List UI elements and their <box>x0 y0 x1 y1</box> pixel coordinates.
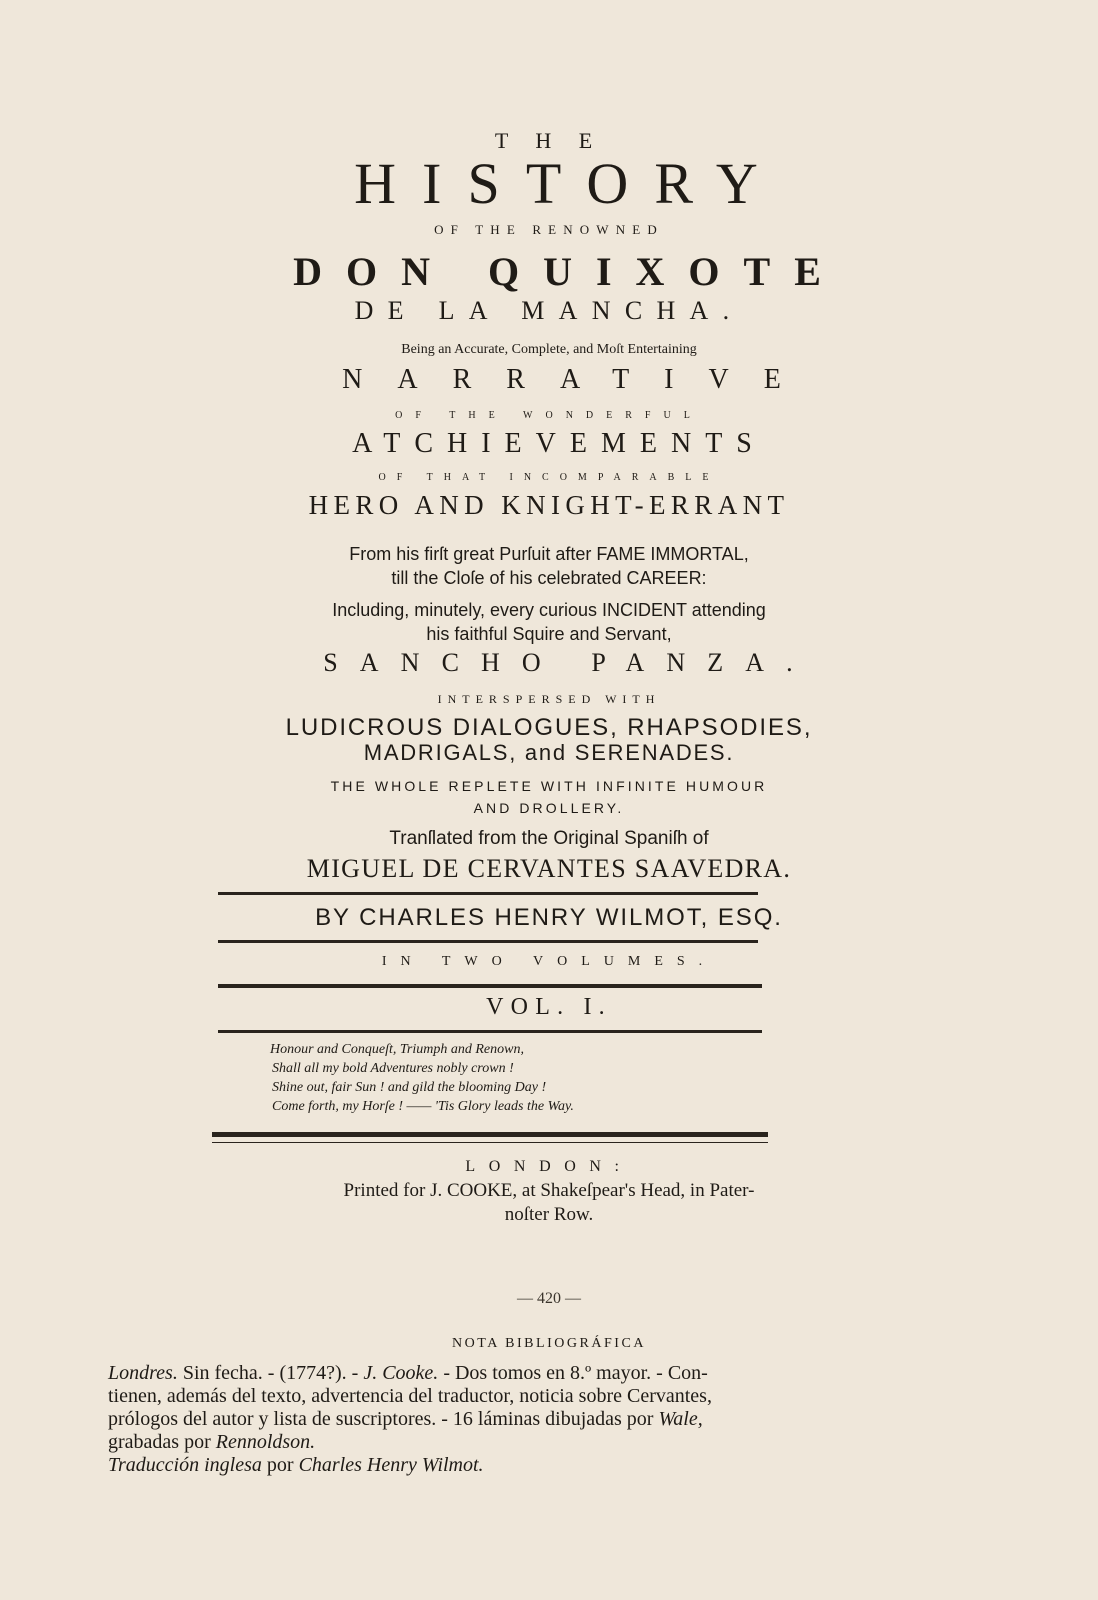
note-publisher: J. Cooke. <box>363 1362 439 1384</box>
title-don-quixote: DON QUIXOTE <box>293 249 845 294</box>
note-volumes: - Dos tomos en 8.º mayor. - Con- <box>438 1362 708 1384</box>
title-the: T H E <box>494 128 604 153</box>
motto <box>270 1040 690 1116</box>
title-achievements: ATCHIEVEMENTS <box>352 428 766 459</box>
divider-3 <box>218 984 762 988</box>
interspersed-with: INTERSPERSED WITH <box>437 692 661 706</box>
printed-line-1: Printed for J. COOKE, at Shakeſpear's Head, in Pater- <box>343 1180 755 1201</box>
note-line-1 <box>108 1362 868 1385</box>
note-date: Sin fecha. - (1774?). - <box>177 1362 364 1384</box>
note-illustrator: Wale, <box>658 1408 703 1430</box>
motto-line-2: Shall all my bold Adventures nobly crown ! <box>272 1061 514 1076</box>
title-de-la-mancha: DE LA MANCHA. <box>354 296 744 325</box>
note-translation: Traducción inglesa <box>108 1454 262 1476</box>
divider-6 <box>212 1142 768 1143</box>
title-history: HISTORY <box>354 151 784 216</box>
sancho-panza: SANCHO PANZA. <box>323 648 815 677</box>
note-line-3 <box>108 1408 868 1431</box>
divider-1 <box>218 892 758 895</box>
being-an-line: Being an Accurate, Complete, and Moſt Entertaining <box>401 342 697 357</box>
translated-line: Tranſlated from the Original Spaniſh of <box>389 828 709 849</box>
note-engraved: grabadas por <box>108 1431 216 1453</box>
of-the-wonderful: OF THE WONDERFUL <box>395 410 703 421</box>
from-line-2: till the Cloſe of his celebrated CAREER: <box>391 568 707 588</box>
of-the-renowned: OF THE RENOWNED <box>434 222 664 237</box>
note-por: por <box>261 1454 299 1476</box>
including-line-1: Including, minutely, every curious INCIDENT attending <box>332 600 766 620</box>
including-line-2: his faithful Squire and Servant, <box>426 624 672 644</box>
divider-4 <box>218 1030 762 1033</box>
note-translator: Charles Henry Wilmot. <box>298 1454 484 1476</box>
hero-knight-errant: HERO AND KNIGHT-ERRANT <box>308 490 790 520</box>
of-that-incomparable: OF THAT INCOMPARABLE <box>378 472 720 483</box>
whole-line-1: THE WHOLE REPLETE WITH INFINITE HUMOUR <box>330 778 768 794</box>
bibliographic-note <box>108 1362 868 1477</box>
london-line: LONDON: <box>465 1158 633 1175</box>
note-prologues: prólogos del autor y lista de suscriptores. - 16 láminas dibujadas por <box>108 1408 659 1430</box>
divider-2 <box>218 940 758 943</box>
in-two-volumes: IN TWO VOLUMES. <box>381 954 717 969</box>
note-line-5 <box>108 1454 868 1477</box>
motto-line-4: Come forth, my Horſe ! —— 'Tis Glory leads the Way. <box>272 1099 574 1114</box>
ludicrous-line-2: MADRIGALS, and SERENADES. <box>363 740 735 765</box>
from-line-1: From his firſt great Purſuit after FAME IMMORTAL, <box>349 544 749 564</box>
note-line-4 <box>108 1431 868 1454</box>
note-place: Londres. <box>108 1362 178 1384</box>
note-engraver: Rennoldson. <box>215 1431 316 1453</box>
author-name: MIGUEL DE CERVANTES SAAVEDRA. <box>306 854 792 883</box>
divider-5 <box>212 1132 768 1137</box>
volume-number: VOL. I. <box>486 994 612 1020</box>
ludicrous-line-1: LUDICROUS DIALOGUES, RHAPSODIES, <box>285 714 813 741</box>
nota-heading: NOTA BIBLIOGRÁFICA <box>452 1336 646 1351</box>
whole-line-2: AND DROLLERY. <box>473 800 625 816</box>
motto-line-3: Shine out, fair Sun ! and gild the blooming Day ! <box>272 1080 547 1095</box>
printed-line-2: noſter Row. <box>504 1204 594 1225</box>
title-narrative: NARRATIVE <box>342 364 816 395</box>
note-line-2: tienen, además del texto, advertencia del traductor, noticia sobre Cervantes, <box>108 1385 712 1407</box>
by-line: BY CHARLES HENRY WILMOT, ESQ. <box>315 904 783 931</box>
page-number: — 420 — <box>517 1290 581 1307</box>
motto-line-1: Honour and Conqueſt, Triumph and Renown, <box>270 1042 524 1057</box>
